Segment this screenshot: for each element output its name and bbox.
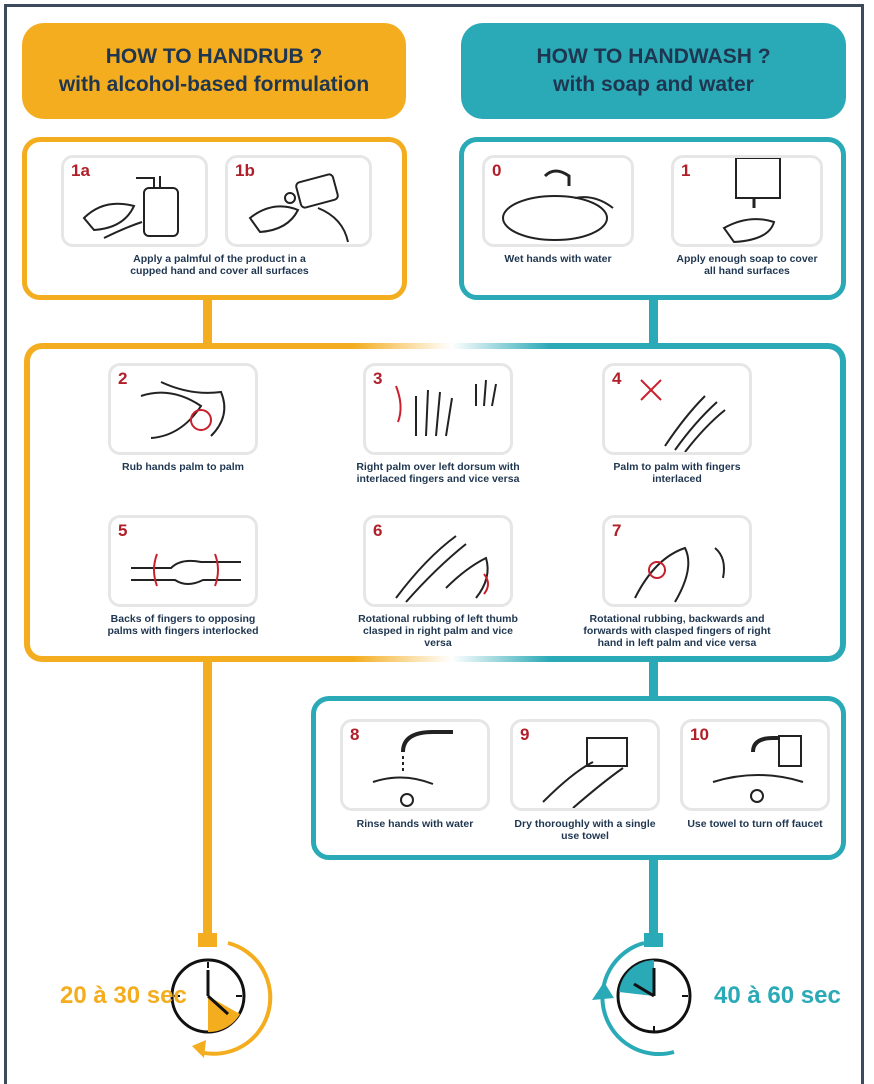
step-number: 8 bbox=[350, 725, 360, 744]
step-8-caption: Rinse hands with water bbox=[356, 818, 474, 830]
step-number: 6 bbox=[373, 521, 383, 540]
step-number: 0 bbox=[492, 161, 502, 180]
step-6-caption: Rotational rubbing of left thumb clasped in right palm and vice versa bbox=[358, 613, 518, 649]
handwash-step1-box bbox=[459, 137, 846, 300]
step-5-card bbox=[108, 515, 258, 607]
step-8-card bbox=[340, 719, 490, 811]
wash-step1-caption: Apply enough soap to cover all hand surfaces bbox=[676, 253, 818, 277]
wash-step0-caption: Wet hands with water bbox=[504, 253, 612, 265]
step-number: 2 bbox=[118, 369, 128, 388]
dispenser-pump-icon bbox=[64, 158, 208, 247]
step-number: 9 bbox=[520, 725, 530, 744]
step-number: 7 bbox=[612, 521, 622, 540]
handrub-step1-box bbox=[22, 137, 407, 300]
fingertip-rubbing-icon bbox=[605, 518, 752, 607]
handrub-subtitle: with alcohol-based formulation bbox=[58, 73, 370, 96]
step-10-card bbox=[680, 719, 830, 811]
step-2-caption: Rub hands palm to palm bbox=[122, 461, 244, 473]
handrub-title: HOW TO HANDRUB ? bbox=[105, 45, 323, 68]
step-6-card bbox=[363, 515, 513, 607]
step-4-card bbox=[602, 363, 752, 455]
soap-dispenser-icon bbox=[674, 158, 823, 247]
handwash-clock-icon bbox=[592, 940, 712, 1060]
step-7-card bbox=[602, 515, 752, 607]
step-7-caption: Rotational rubbing, backwards and forwards with clasped fingers of right hand in left palm and vice versa bbox=[583, 613, 771, 649]
step-3-caption: Right palm over left dorsum with interlaced fingers and vice versa bbox=[356, 461, 520, 485]
step-1a-card bbox=[61, 155, 208, 247]
handwash-title: HOW TO HANDWASH ? bbox=[536, 45, 771, 68]
palm-over-dorsum-icon bbox=[366, 366, 513, 455]
step-3-card bbox=[363, 363, 513, 455]
rinse-tap-icon bbox=[343, 722, 490, 811]
step-number: 3 bbox=[373, 369, 383, 388]
step-1b-card bbox=[225, 155, 372, 247]
palm-to-palm-icon bbox=[111, 366, 258, 455]
pour-bottle-icon bbox=[228, 158, 372, 247]
step-number: 1a bbox=[71, 161, 90, 180]
step-number: 4 bbox=[612, 369, 622, 388]
towel-dry-icon bbox=[513, 722, 660, 811]
handrub-duration: 20 à 30 sec bbox=[60, 982, 187, 1009]
rub-step1-caption: Apply a palmful of the product in a cupped hand and cover all surfaces bbox=[130, 253, 309, 277]
handwash-header bbox=[461, 23, 846, 119]
handwash-duration: 40 à 60 sec bbox=[714, 982, 841, 1009]
step-number: 5 bbox=[118, 521, 128, 540]
step-number: 1b bbox=[235, 161, 255, 180]
handwash-subtitle: with soap and water bbox=[553, 73, 754, 96]
step-9-card bbox=[510, 719, 660, 811]
step-number: 10 bbox=[690, 725, 709, 744]
step-1-card bbox=[671, 155, 823, 247]
final-steps-box bbox=[311, 696, 846, 860]
step-2-card bbox=[108, 363, 258, 455]
step-10-caption: Use towel to turn off faucet bbox=[687, 818, 823, 830]
thumb-rubbing-icon bbox=[366, 518, 513, 607]
step-9-caption: Dry thoroughly with a single use towel bbox=[514, 818, 656, 842]
step-5-caption: Backs of fingers to opposing palms with fingers interlocked bbox=[107, 613, 259, 637]
step-number: 1 bbox=[681, 161, 691, 180]
interlocked-fingers-icon bbox=[111, 518, 258, 607]
common-steps-box bbox=[24, 343, 846, 662]
step-0-card bbox=[482, 155, 634, 247]
handrub-header bbox=[22, 23, 406, 119]
step-4-caption: Palm to palm with fingers interlaced bbox=[613, 461, 741, 485]
sink-tap-icon bbox=[485, 158, 634, 247]
interlaced-fingers-icon bbox=[605, 366, 752, 455]
turn-off-faucet-icon bbox=[683, 722, 830, 811]
